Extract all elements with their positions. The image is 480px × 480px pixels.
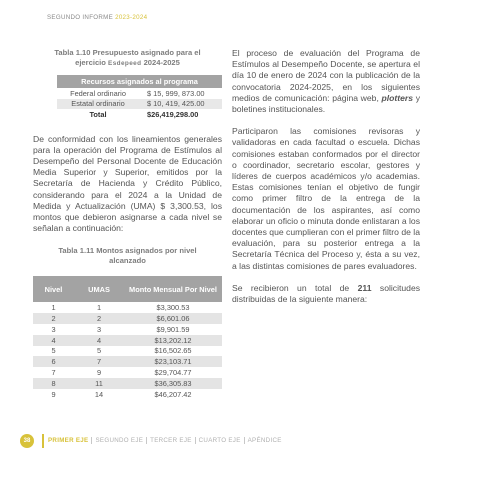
table-row: 6 7 $23,103.71 — [33, 356, 222, 367]
col-header-monto: Monto Mensual Por Nivel — [124, 276, 222, 302]
table-row: 3 3 $9,901.59 — [33, 324, 222, 335]
table1-caption-line2: ejercicio Esdepeed 2024-2025 — [75, 58, 180, 67]
paragraph-commissions: Participaron las comisiones revisoras y validadoras en cada facultad o escuela. Dichas comisiones estaban conformados por el director o coordinador, secretario escolar, gestores y líderes de cuerpos académicos y/o academias. Estas comisiones tenían el objetivo de fungir como primer filtro de la entrega de la documentación de los aspirantes, así como elaborar un oficio o minuta donde enlistaran a los docentes que cumplieran con el primer filtro de la evaluación, para su posterior entrega a la Secretaría Técnica del Proceso y, ésta a su vez, a las distintas comisiones de pares evaluadores. — [232, 126, 420, 271]
footer-nav-tercer-eje[interactable]: TERCER EJE — [147, 437, 196, 444]
table1-caption-smallcaps: Esdepeed — [108, 60, 142, 67]
table-row: 8 11 $36,305.83 — [33, 378, 222, 389]
budget-label: Federal ordinario — [57, 88, 139, 99]
paragraph-uma: De conformidad con los lineamientos generales para la operación del Programa de Estímulos al Desempeño del Personal Docente de Educación Media Superior y Superior, emitidos por la Secretaría de Hacienda y Crédito Público, considerando para el 2024 a la Unidad de Medida y Actualización (UMA) $ 3,300.53, los montos que debieron asignarse a cada nivel se señalan a continuación: — [33, 133, 222, 234]
col-header-umas: UMAS — [74, 276, 124, 302]
page-number: 38 — [20, 434, 34, 448]
right-column — [232, 48, 420, 316]
col-header-nivel: Nivel — [33, 276, 74, 302]
budget-total-row — [57, 109, 222, 120]
budget-value: $ 15, 999, 873.00 — [139, 88, 222, 99]
table-row: 1 1 $3,300.53 — [33, 302, 222, 313]
footer-nav-primer-eje[interactable]: PRIMER EJE — [48, 437, 92, 444]
budget-value: $ 10, 419, 425.00 — [139, 99, 222, 110]
requests-count: 211 — [357, 282, 372, 293]
plotters-emphasis: plotters — [381, 92, 414, 103]
table-row: 4 4 $13,202.12 — [33, 335, 222, 346]
table1-caption-line1: Tabla 1.10 Presupuesto asignado para el — [54, 48, 201, 57]
levels-table-header — [33, 276, 222, 302]
budget-label: Estatal ordinario — [57, 99, 139, 110]
budget-table — [57, 75, 222, 120]
footer-nav-apendice[interactable]: APÉNDICE — [247, 437, 282, 444]
footer-nav-cuarto-eje[interactable]: CUARTO EJE — [196, 437, 245, 444]
header-title: SEGUNDO INFORME — [47, 14, 114, 21]
paragraph-requests: Se recibieron un total de 211 solicitudes distribuidas de la siguiente manera: — [232, 282, 421, 305]
footer-nav-segundo-eje[interactable]: SEGUNDO EJE — [92, 437, 147, 444]
table-row — [57, 99, 222, 110]
footer-section-nav — [48, 437, 285, 444]
table-row: 7 9 $29,704.77 — [33, 367, 222, 378]
table2-caption-line2: alcanzado — [109, 256, 146, 266]
budget-total-label: Total — [57, 109, 139, 120]
footer-divider — [42, 434, 44, 448]
table2-caption-line1: Tabla 1.11 Montos asignados por nivel — [58, 246, 197, 256]
paragraph-process: El proceso de evaluación del Programa de Estímulos al Desempeño Docente, se apertura el día 10 de enero de 2024 con la publicación de la convocatoria 2024-2025, en los siguientes medios de comunicación: página web, plotters y boletines institucionales. — [232, 48, 420, 115]
table-row — [57, 88, 222, 99]
table-row: 5 5 $16,502.65 — [33, 346, 222, 357]
table2-caption — [33, 246, 222, 266]
budget-total-value: $26,419,298.00 — [139, 109, 222, 120]
left-column — [33, 48, 222, 400]
table1-caption — [33, 48, 222, 69]
levels-table — [33, 276, 222, 399]
budget-table-header: Recursos asignados al programa — [57, 75, 222, 88]
header-year: 2023-2024 — [115, 14, 148, 21]
running-header — [47, 14, 147, 21]
table-row: 9 14 $46,207.42 — [33, 389, 222, 400]
table-row: 2 2 $6,601.06 — [33, 313, 222, 324]
